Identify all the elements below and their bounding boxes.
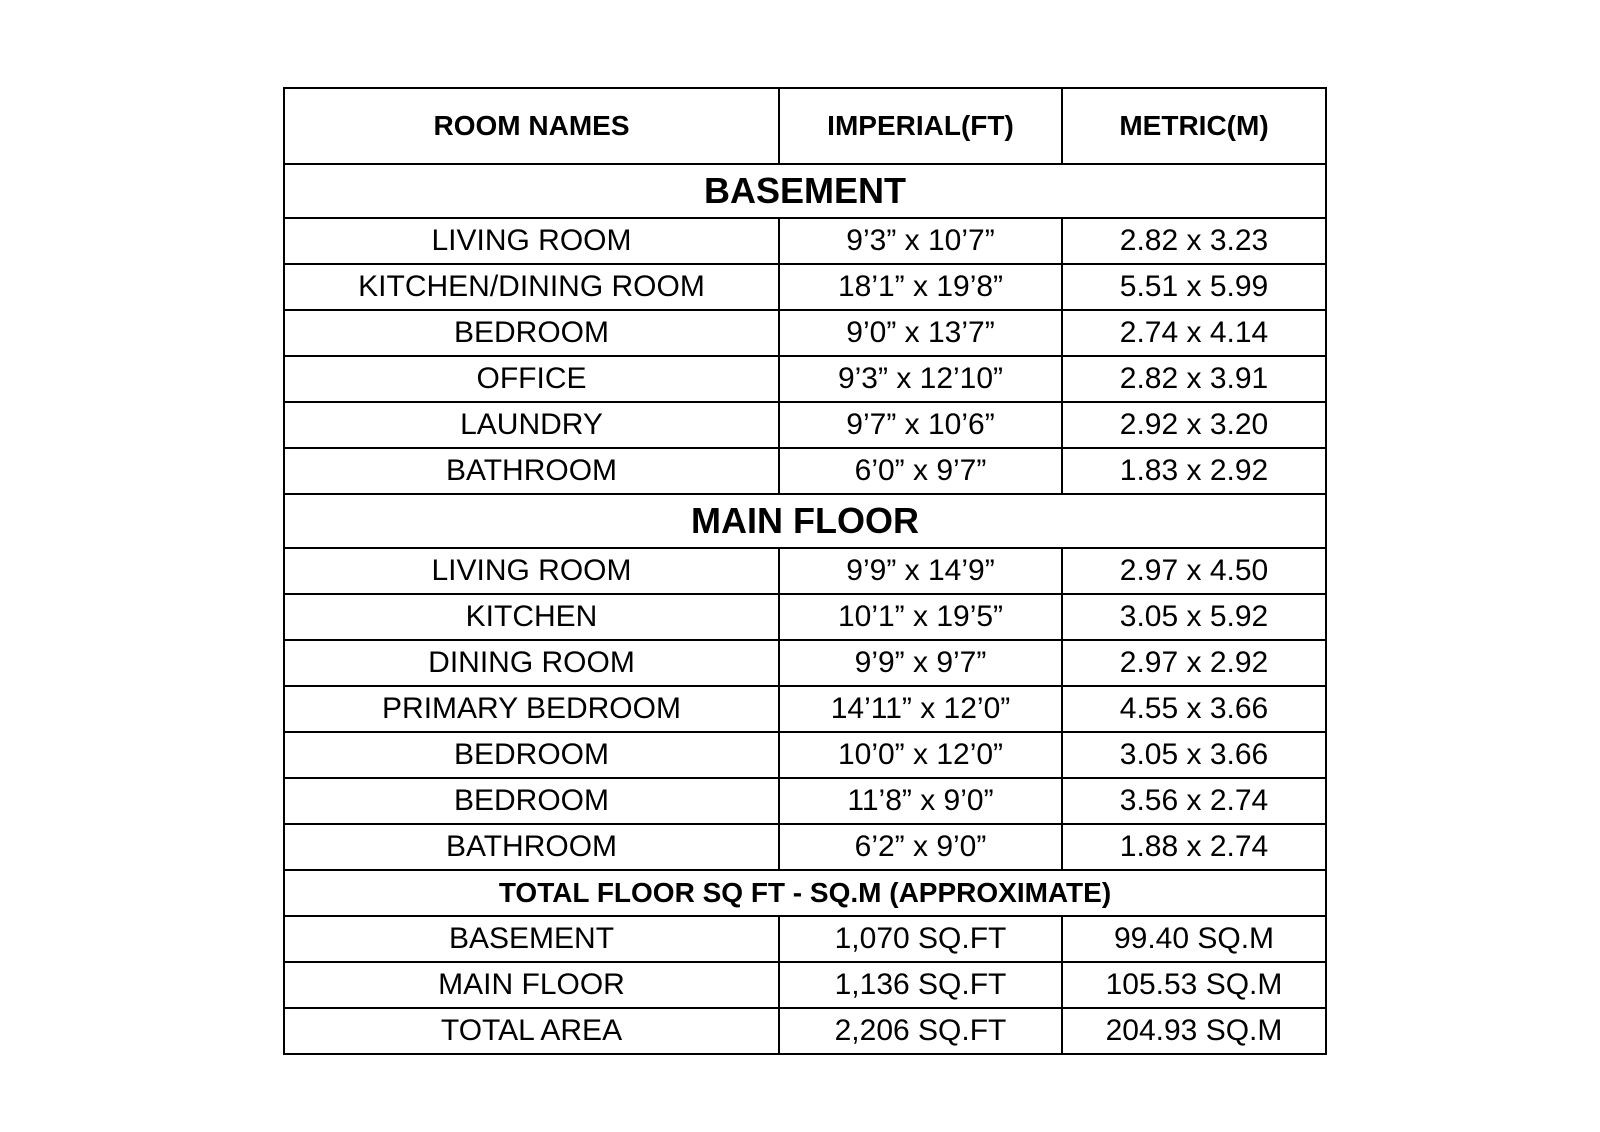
room-name: BATHROOM bbox=[284, 824, 779, 870]
totals-title: TOTAL FLOOR SQ FT - SQ.M (APPROXIMATE) bbox=[284, 870, 1326, 916]
room-name: KITCHEN bbox=[284, 594, 779, 640]
room-dimensions-table bbox=[283, 87, 1327, 1055]
total-name: BASEMENT bbox=[284, 916, 779, 962]
table-row bbox=[284, 686, 1326, 732]
table-row bbox=[284, 916, 1326, 962]
table-row bbox=[284, 778, 1326, 824]
room-name: DINING ROOM bbox=[284, 640, 779, 686]
room-name: BATHROOM bbox=[284, 448, 779, 494]
header-metric: METRIC(M) bbox=[1062, 88, 1326, 164]
totals-heading-row bbox=[284, 870, 1326, 916]
room-imperial: 11’8” x 9’0” bbox=[779, 778, 1062, 824]
table-row bbox=[284, 594, 1326, 640]
header-room-names: ROOM NAMES bbox=[284, 88, 779, 164]
room-metric: 2.82 x 3.23 bbox=[1062, 218, 1326, 264]
room-metric: 1.88 x 2.74 bbox=[1062, 824, 1326, 870]
room-name: OFFICE bbox=[284, 356, 779, 402]
room-name: PRIMARY BEDROOM bbox=[284, 686, 779, 732]
room-imperial: 9’9” x 9’7” bbox=[779, 640, 1062, 686]
room-name: BEDROOM bbox=[284, 732, 779, 778]
total-name: TOTAL AREA bbox=[284, 1008, 779, 1054]
section-main-floor-row bbox=[284, 494, 1326, 548]
room-metric: 2.97 x 4.50 bbox=[1062, 548, 1326, 594]
room-imperial: 9’3” x 10’7” bbox=[779, 218, 1062, 264]
table-row bbox=[284, 356, 1326, 402]
table-row bbox=[284, 732, 1326, 778]
room-imperial: 9’9” x 14’9” bbox=[779, 548, 1062, 594]
room-metric: 2.82 x 3.91 bbox=[1062, 356, 1326, 402]
table-row bbox=[284, 824, 1326, 870]
table-row bbox=[284, 962, 1326, 1008]
table-row bbox=[284, 402, 1326, 448]
table-row bbox=[284, 264, 1326, 310]
table-row bbox=[284, 218, 1326, 264]
total-imperial: 1,070 SQ.FT bbox=[779, 916, 1062, 962]
section-basement-row bbox=[284, 164, 1326, 218]
room-imperial: 18’1” x 19’8” bbox=[779, 264, 1062, 310]
room-name: LIVING ROOM bbox=[284, 548, 779, 594]
total-imperial: 1,136 SQ.FT bbox=[779, 962, 1062, 1008]
room-metric: 2.97 x 2.92 bbox=[1062, 640, 1326, 686]
room-imperial: 9’7” x 10’6” bbox=[779, 402, 1062, 448]
room-imperial: 10’0” x 12’0” bbox=[779, 732, 1062, 778]
table-row bbox=[284, 548, 1326, 594]
room-metric: 3.56 x 2.74 bbox=[1062, 778, 1326, 824]
total-metric: 204.93 SQ.M bbox=[1062, 1008, 1326, 1054]
section-title-basement: BASEMENT bbox=[284, 164, 1326, 218]
total-metric: 105.53 SQ.M bbox=[1062, 962, 1326, 1008]
header-imperial: IMPERIAL(FT) bbox=[779, 88, 1062, 164]
table-row bbox=[284, 1008, 1326, 1054]
table-row bbox=[284, 640, 1326, 686]
room-metric: 3.05 x 3.66 bbox=[1062, 732, 1326, 778]
room-metric: 3.05 x 5.92 bbox=[1062, 594, 1326, 640]
room-imperial: 9’3” x 12’10” bbox=[779, 356, 1062, 402]
room-imperial: 9’0” x 13’7” bbox=[779, 310, 1062, 356]
room-imperial: 14’11” x 12’0” bbox=[779, 686, 1062, 732]
room-metric: 2.92 x 3.20 bbox=[1062, 402, 1326, 448]
room-name: LAUNDRY bbox=[284, 402, 779, 448]
room-metric: 5.51 x 5.99 bbox=[1062, 264, 1326, 310]
room-metric: 4.55 x 3.66 bbox=[1062, 686, 1326, 732]
table-row bbox=[284, 310, 1326, 356]
total-name: MAIN FLOOR bbox=[284, 962, 779, 1008]
section-title-main-floor: MAIN FLOOR bbox=[284, 494, 1326, 548]
table-row bbox=[284, 448, 1326, 494]
room-imperial: 10’1” x 19’5” bbox=[779, 594, 1062, 640]
room-name: BEDROOM bbox=[284, 778, 779, 824]
room-name: KITCHEN/DINING ROOM bbox=[284, 264, 779, 310]
total-imperial: 2,206 SQ.FT bbox=[779, 1008, 1062, 1054]
total-metric: 99.40 SQ.M bbox=[1062, 916, 1326, 962]
room-imperial: 6’2” x 9’0” bbox=[779, 824, 1062, 870]
room-imperial: 6’0” x 9’7” bbox=[779, 448, 1062, 494]
room-name: BEDROOM bbox=[284, 310, 779, 356]
room-name: LIVING ROOM bbox=[284, 218, 779, 264]
table-header-row bbox=[284, 88, 1326, 164]
room-metric: 2.74 x 4.14 bbox=[1062, 310, 1326, 356]
room-metric: 1.83 x 2.92 bbox=[1062, 448, 1326, 494]
